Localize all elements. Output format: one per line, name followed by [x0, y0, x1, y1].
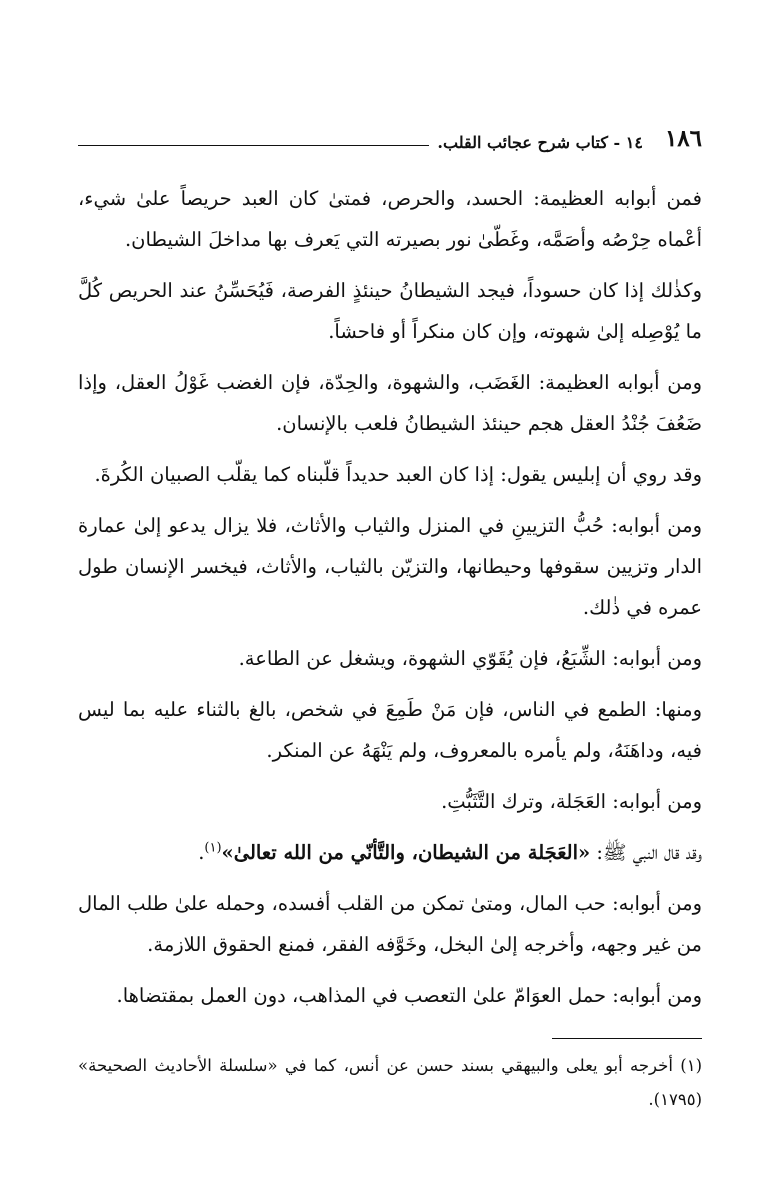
paragraph-2: وكذٰلك إذا كان حسوداً، فيجد الشيطانُ حينئذٍ الفرصة، فَيُحَسِّنُ عند الحريص كُلَّ ما يُوْصِله إلىٰ شهوته، وإن كان منكراً أو فاحشاً. [78, 279, 702, 343]
header-rule [78, 145, 429, 146]
hadith-end: . [198, 841, 205, 864]
paragraph-6: ومن أبوابه: الشِّبَعُ، فإن يُقَوّي الشهوة، ويشغل عن الطاعة. [238, 647, 702, 670]
paragraph-7: ومنها: الطمع في الناس، فإن مَنْ طَمِعَ في شخص، بالغ بالثناء عليه بما ليس فيه، وداهَنَهُ، ولم يأمره بالمعروف، ولم يَنْهَهُ عن المنكر. [78, 698, 702, 762]
paragraph-5: ومن أبوابه: حُبُّ التزيينِ في المنزل والثياب والأثاث، فلا يزال يدعو إلىٰ عمارة الدار وتزيين سقوفها وحيطانها، والتزيّن بالثياب، والأثاث، فيخسر الإنسان طول عمره في ذٰلك. [78, 514, 702, 619]
paragraph-1: فمن أبوابه العظيمة: الحسد، والحرص، فمتىٰ كان العبد حريصاً علىٰ شيء، أعْماه حِرْصُه وأصَمَّه، وغَطّىٰ نور بصيرته التي يَعرف بها مداخلَ الشيطان. [78, 187, 702, 251]
page-header [78, 118, 702, 152]
page-number: ١٨٦ [664, 125, 702, 152]
footnote-reference: (١) [204, 840, 222, 856]
hadith-intro: وقد قال النبي ﷺ: [590, 841, 702, 864]
footnote-rule [552, 1038, 702, 1039]
paragraph-10: ومن أبوابه: حمل العوَامّ علىٰ التعصب في المذاهب، دون العمل بمقتضاها. [116, 984, 702, 1007]
paragraph-9: ومن أبوابه: حب المال، ومتىٰ تمكن من القلب أفسده، وحمله علىٰ طلب المال من غير وجهه، وأخرجه إلىٰ البخل، وخَوَّفه الفقر، فمنع الحقوق اللازمة. [78, 892, 702, 956]
footnote: (١) أخرجه أبو يعلى والبيهقي بسند حسن عن أنس، كما في «سلسلة الأحاديث الصحيحة» (١٧٩٥). [78, 1056, 702, 1109]
paragraph-4: وقد روي أن إبليس يقول: إذا كان العبد حديداً قلّبناه كما يقلّب الصبيان الكُرةَ. [94, 463, 702, 486]
running-title: ١٤ - كتاب شرح عجائب القلب. [437, 133, 643, 152]
hadith-quote: «العَجَلة من الشيطان، والتَّأنّي من الله تعالىٰ» [221, 841, 591, 864]
paragraph-3: ومن أبوابه العظيمة: الغَضَب، والشهوة، والحِدّة، فإن الغضب غَوْلُ العقل، وإذا ضَعُفَ جُنْدُ العقل هجم حينئذ الشيطانُ فلعب بالإنسان. [78, 371, 702, 435]
page-body [78, 178, 702, 1016]
hadith-paragraph [78, 832, 702, 873]
paragraph-8: ومن أبوابه: العَجَلة، وترك التَّثَبُّتِ. [441, 790, 702, 813]
